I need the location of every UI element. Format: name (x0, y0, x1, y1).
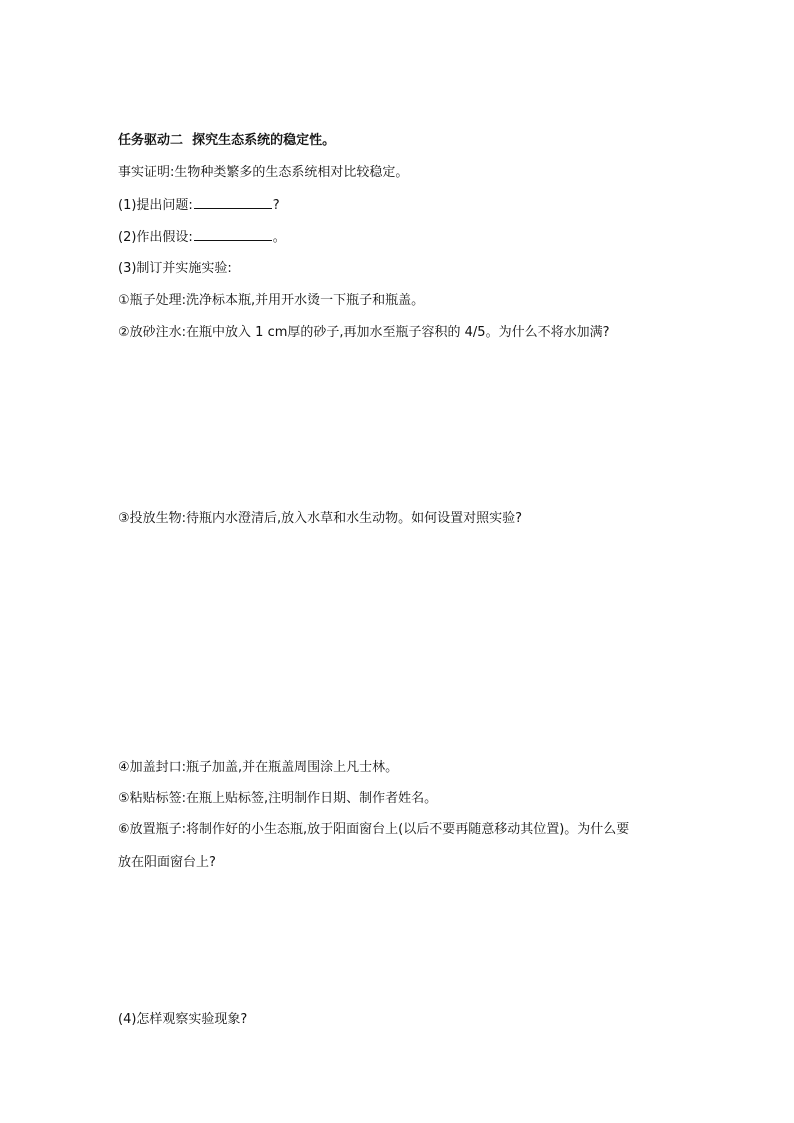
task-label: 任务驱动二 (118, 133, 184, 148)
question-1-label: (1)提出问题: (118, 198, 193, 213)
step-item-5: ⑤粘贴标签:在瓶上贴标签,注明制作日期、制作者姓名。 (118, 791, 438, 806)
step-item-4: ④加盖封口:瓶子加盖,并在瓶盖周围涂上凡士林。 (118, 760, 399, 775)
step-item-1: ①瓶子处理:洗净标本瓶,并用开水烫一下瓶子和瓶盖。 (118, 293, 425, 308)
question-4: (4)怎样观察实验现象? (118, 1012, 248, 1027)
task-topic: 探究生态系统的稳定性。 (192, 133, 336, 148)
question-2-label: (2)作出假设: (118, 230, 193, 245)
question-2-end: 。 (272, 230, 286, 245)
question-1-end: ? (272, 198, 280, 213)
question-3: (3)制订并实施实验: (118, 261, 232, 276)
step-item-6-line-2: 放在阳面窗台上? (118, 855, 216, 870)
section-heading (118, 132, 335, 150)
question-1 (118, 196, 280, 215)
step-item-2: ②放砂注水:在瓶中放入 1 cm厚的砂子,再加水至瓶子容积的 4/5。为什么不将水加满? (118, 325, 610, 340)
answer-blank-1[interactable] (194, 196, 272, 209)
step-item-6-line-1: ⑥放置瓶子:将制作好的小生态瓶,放于阳面窗台上(以后不要再随意移动其位置)。为什么要 (118, 822, 630, 837)
question-2 (118, 228, 286, 247)
answer-blank-2[interactable] (194, 228, 272, 241)
fact-statement: 事实证明:生物种类繁多的生态系统相对比较稳定。 (118, 165, 409, 180)
step-item-3: ③投放生物:待瓶内水澄清后,放入水草和水生动物。如何设置对照实验? (118, 511, 523, 526)
